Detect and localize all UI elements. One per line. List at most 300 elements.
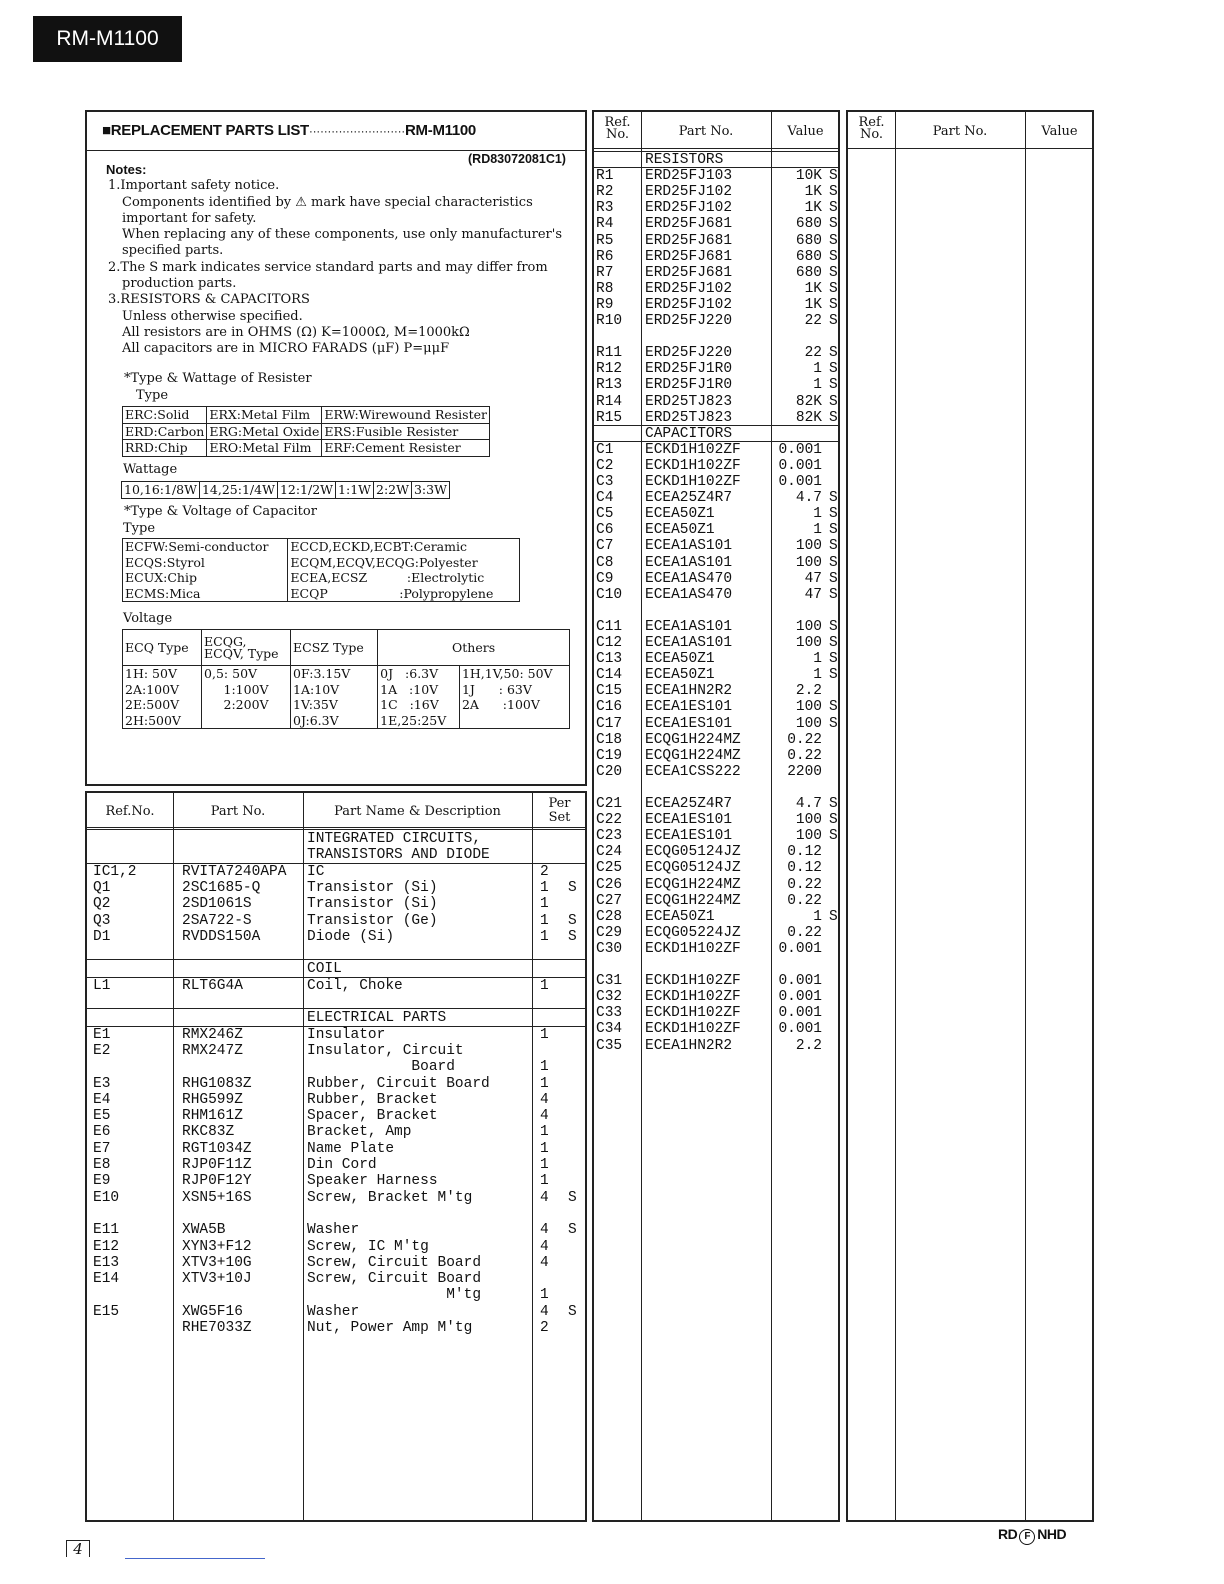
rc-part: ECQG05124JZ xyxy=(645,860,741,877)
table-cell: ECEA,ECSZ :Electrolytic xyxy=(288,570,520,586)
rc-part: ECEA50Z1 xyxy=(645,667,715,684)
rc-value: 100 xyxy=(795,715,822,732)
parts-desc: Rubber, Circuit Board xyxy=(307,1075,490,1092)
rc-part: ECKD1H102ZF xyxy=(645,1005,741,1022)
rc-ref: C22 xyxy=(596,812,623,829)
rc-part: ECKD1H102ZF xyxy=(645,474,741,490)
parts-qty: 2 xyxy=(540,863,549,880)
parts-ref: Q1 xyxy=(93,879,111,896)
rc-ref: R13 xyxy=(596,377,623,394)
rc-part: ERD25TJ823 xyxy=(645,393,733,410)
rc-value: 0.001 xyxy=(778,973,822,990)
table-cell: ECQ Type xyxy=(123,630,202,666)
parts-ref: E11 xyxy=(93,1222,120,1239)
parts-ref: E6 xyxy=(93,1124,111,1141)
capacitor-type-label: Type xyxy=(123,521,156,536)
rc-part: ECEA1HN2R2 xyxy=(645,1037,733,1054)
rc-ref: C6 xyxy=(596,522,614,539)
rc-value: 1K xyxy=(804,200,822,217)
rc-s-mark: S xyxy=(829,200,838,217)
section-title: RESISTORS xyxy=(645,152,724,168)
table-cell: ECMS:Mica xyxy=(123,586,288,602)
brand-label: RD xyxy=(998,1526,1018,1542)
rc-s-mark: S xyxy=(829,248,838,265)
col-divider xyxy=(641,112,642,1520)
parts-number: 2SA722-S xyxy=(182,912,252,929)
wattage-label: Wattage xyxy=(123,462,178,477)
rc-s-mark: S xyxy=(829,506,838,523)
table-row xyxy=(123,697,570,713)
col-divider xyxy=(173,793,174,1520)
parts-qty: 4 xyxy=(540,1108,549,1125)
rc-part: ECKD1H102ZF xyxy=(645,441,741,458)
parts-desc: Insulator xyxy=(307,1026,386,1043)
parts-desc: Screw, IC M'tg xyxy=(307,1238,429,1255)
model-tag: RM-M1100 xyxy=(33,16,182,62)
rc-value: 2200 xyxy=(787,763,822,780)
rc-s-mark: S xyxy=(829,908,838,925)
rc-value: 680 xyxy=(795,216,822,233)
table-cell: 2E:500V xyxy=(123,697,202,713)
table-cell: Others xyxy=(378,630,570,666)
parts-qty: 4 xyxy=(540,1303,549,1320)
rc-s-mark: S xyxy=(829,699,838,716)
rc-value: 4.7 xyxy=(795,490,822,507)
parts-number: XWA5B xyxy=(182,1222,226,1239)
parts-list-title xyxy=(102,122,476,139)
rc-ref: C3 xyxy=(596,474,614,490)
rc-part: ERD25FJ681 xyxy=(645,232,733,249)
parts-desc: Washer xyxy=(307,1303,360,1320)
rc-s-mark: S xyxy=(829,168,838,185)
rc-part: ECEA1ES101 xyxy=(645,699,733,716)
rc-value: 0.001 xyxy=(778,474,822,490)
parts-s-mark: S xyxy=(568,1222,577,1239)
parts-number: RJP0F11Z xyxy=(182,1157,252,1173)
rc-part: ECEA50Z1 xyxy=(645,651,715,668)
page-bottom-rule xyxy=(125,1558,265,1559)
rc-value: 0.22 xyxy=(787,731,822,748)
table-cell: 1E,25:25V xyxy=(378,713,460,729)
parts-number: RVDDS150A xyxy=(182,928,261,945)
table-cell: ERD:Carbon xyxy=(123,423,207,440)
voltage-label: Voltage xyxy=(123,611,173,626)
rc-value: 0.22 xyxy=(787,747,822,764)
parts-ref: E7 xyxy=(93,1140,111,1157)
rc-value: 0.001 xyxy=(778,940,822,957)
parts-qty: 1 xyxy=(540,977,549,994)
rc-part: ECQG1H224MZ xyxy=(645,876,741,893)
parts-s-mark: S xyxy=(568,1189,577,1206)
rc-value: 1K xyxy=(804,184,822,201)
table-cell: ERW:Wirewound Resister xyxy=(322,407,490,424)
parts-qty: 1 xyxy=(540,912,549,929)
header-value: Value xyxy=(1041,124,1078,139)
col-divider xyxy=(303,793,304,1520)
rc-value: 0.001 xyxy=(778,441,822,458)
wattage-table xyxy=(121,481,450,499)
parts-table xyxy=(85,791,587,1522)
rc-value: 680 xyxy=(795,232,822,249)
table-cell xyxy=(459,713,569,729)
rc-ref: C15 xyxy=(596,683,623,700)
rc-value: 1 xyxy=(813,667,822,684)
rc-value: 47 xyxy=(804,586,822,603)
header-set: Set xyxy=(548,810,571,825)
notes-heading: Notes: xyxy=(106,162,147,177)
rc-value: 2.2 xyxy=(795,1037,822,1054)
rc-s-mark: S xyxy=(829,522,838,539)
rc-ref: R8 xyxy=(596,280,614,297)
rc-value: 10K xyxy=(795,168,822,185)
rc-ref: R7 xyxy=(596,264,614,281)
rc-ref: C19 xyxy=(596,747,623,764)
rc-ref: R15 xyxy=(596,409,623,426)
parts-desc: Transistor (Ge) xyxy=(307,912,438,929)
rc-value: 1K xyxy=(804,280,822,297)
table-cell: 2H:500V xyxy=(123,713,202,729)
doc-number: (RD83072081C1) xyxy=(468,152,566,166)
rc-value: 100 xyxy=(795,635,822,651)
section-title: COIL xyxy=(307,961,342,978)
parts-desc: Board xyxy=(307,1059,455,1076)
rc-s-mark: S xyxy=(829,313,838,329)
rc-value: 1 xyxy=(813,377,822,394)
table-cell: 10,16:1/8W xyxy=(122,482,200,499)
rc-part: ERD25FJ103 xyxy=(645,168,733,185)
rc-value: 82K xyxy=(795,393,822,410)
rc-s-mark: S xyxy=(829,345,838,362)
note-line: 1.Important safety notice. xyxy=(108,178,280,194)
rc-ref: C29 xyxy=(596,924,623,941)
table-cell: ERG:Metal Oxide xyxy=(207,423,322,440)
table-cell: ERX:Metal Film xyxy=(207,407,322,424)
table-cell: 1H,1V,50: 50V xyxy=(459,666,569,682)
header-part: Part No. xyxy=(678,124,734,139)
title-dots: ·························· xyxy=(308,124,406,138)
resister-type-label: Type xyxy=(136,388,169,403)
rc-table xyxy=(592,110,840,1522)
rc-part: ECEA1ES101 xyxy=(645,828,733,845)
table-cell: 2A :100V xyxy=(459,697,569,713)
rc-value: 2.2 xyxy=(795,683,822,700)
parts-desc: IC xyxy=(307,863,325,880)
parts-ref: E15 xyxy=(93,1303,120,1320)
rc-s-mark: S xyxy=(829,538,838,555)
section-title: INTEGRATED CIRCUITS, xyxy=(307,831,482,847)
parts-desc: Insulator, Circuit xyxy=(307,1042,464,1059)
section-title: CAPACITORS xyxy=(645,425,733,442)
rc-part: ECEA1AS101 xyxy=(645,554,733,571)
table-cell: ECSZ Type xyxy=(291,630,378,666)
table-cell: 1C :16V xyxy=(378,697,460,713)
rc-ref: R4 xyxy=(596,216,614,233)
section-title: TRANSISTORS AND DIODE xyxy=(307,847,490,864)
parts-qty: 2 xyxy=(540,1320,549,1336)
parts-desc: Screw, Bracket M'tg xyxy=(307,1189,473,1206)
parts-ref: L1 xyxy=(93,977,111,994)
table-cell: 1V:35V xyxy=(291,697,378,713)
rc-s-mark: S xyxy=(829,635,838,651)
rc-ref: C17 xyxy=(596,715,623,732)
rc-ref: R14 xyxy=(596,393,623,410)
header-per: Per xyxy=(548,796,571,811)
table-cell: 2A:100V xyxy=(123,682,202,698)
rc-value: 100 xyxy=(795,828,822,845)
rc-s-mark: S xyxy=(829,796,838,812)
table-row xyxy=(123,440,490,457)
rc-s-mark: S xyxy=(829,409,838,426)
parts-qty: 4 xyxy=(540,1189,549,1206)
rc-part: ECEA1AS470 xyxy=(645,586,733,603)
parts-number: 2SC1685-Q xyxy=(182,879,261,896)
section-divider xyxy=(87,863,585,864)
rc-ref: C11 xyxy=(596,618,623,635)
rc-value: 0.12 xyxy=(787,860,822,877)
parts-number: XWG5F16 xyxy=(182,1303,243,1320)
rc-part: ECEA1AS101 xyxy=(645,618,733,635)
rc-part: ERD25FJ102 xyxy=(645,200,733,217)
table-row xyxy=(123,539,520,555)
title-model: RM-M1100 xyxy=(405,122,476,139)
rc-value: 4.7 xyxy=(795,796,822,812)
parts-desc: Speaker Harness xyxy=(307,1173,438,1190)
parts-ref: E2 xyxy=(93,1042,111,1059)
rc-ref: C10 xyxy=(596,586,623,603)
header-divider xyxy=(87,827,585,828)
table-cell: ERS:Fusible Resister xyxy=(322,423,490,440)
parts-s-mark: S xyxy=(568,1303,577,1320)
parts-desc: Washer xyxy=(307,1222,360,1239)
rc-ref: R11 xyxy=(596,345,623,362)
rc-s-mark: S xyxy=(829,618,838,635)
parts-desc: Bracket, Amp xyxy=(307,1124,412,1141)
parts-qty: 1 xyxy=(540,1075,549,1092)
parts-ref: E10 xyxy=(93,1189,120,1206)
header-part: Part No. xyxy=(210,804,266,819)
rc-ref: C2 xyxy=(596,457,614,474)
parts-qty: 4 xyxy=(540,1238,549,1255)
table-cell: 14,25:1/4W xyxy=(199,482,277,499)
table-cell: ECQM,ECQV,ECQG:Polyester xyxy=(288,555,520,571)
title-label: REPLACEMENT PARTS LIST xyxy=(110,122,309,139)
rc-value: 1 xyxy=(813,506,822,523)
rc-ref: C12 xyxy=(596,635,623,651)
parts-qty: 4 xyxy=(540,1254,549,1271)
table-row xyxy=(123,682,570,698)
parts-ref: Q3 xyxy=(93,912,111,929)
parts-ref: E12 xyxy=(93,1238,120,1255)
col-divider xyxy=(1025,112,1026,1520)
parts-number: RHM161Z xyxy=(182,1108,243,1125)
rc-value: 680 xyxy=(795,264,822,281)
rc-part: ECKD1H102ZF xyxy=(645,989,741,1006)
section-divider xyxy=(87,1008,585,1009)
rc-part: ECQG05224JZ xyxy=(645,924,741,941)
resister-type-table xyxy=(122,406,490,457)
col-divider xyxy=(532,793,533,1520)
table-cell: 2:2W xyxy=(374,482,412,499)
table-cell: ECUX:Chip xyxy=(123,570,288,586)
table-cell: ECQP :Polypropylene xyxy=(288,586,520,602)
page-number-text: 4 xyxy=(73,1540,83,1558)
rc-s-mark: S xyxy=(829,667,838,684)
table-cell: 3:3W xyxy=(411,482,449,499)
rc-value: 82K xyxy=(795,409,822,426)
parts-desc: Din Cord xyxy=(307,1157,377,1173)
rc-part: ERD25FJ220 xyxy=(645,345,733,362)
note-line: When replacing any of these components, use only manufacturer's xyxy=(122,227,563,243)
rc-part: ERD25FJ102 xyxy=(645,184,733,201)
rc-ref: C16 xyxy=(596,699,623,716)
parts-number: RHE7033Z xyxy=(182,1320,252,1336)
rc-ref: R10 xyxy=(596,313,623,329)
parts-desc: Diode (Si) xyxy=(307,928,395,945)
rc-part: ERD25FJ220 xyxy=(645,313,733,329)
rc-ref: C8 xyxy=(596,554,614,571)
note-line: specified parts. xyxy=(122,243,224,259)
rc-part: ECEA25Z4R7 xyxy=(645,490,733,507)
rc-ref: R12 xyxy=(596,361,623,378)
rc-ref: R2 xyxy=(596,184,614,201)
table-cell: ERO:Metal Film xyxy=(207,440,322,457)
rc-value: 0.22 xyxy=(787,892,822,909)
rc-ref: R9 xyxy=(596,296,614,313)
parts-ref: E4 xyxy=(93,1091,111,1108)
table-cell xyxy=(202,713,291,729)
table-row xyxy=(123,570,520,586)
parts-number: RLT6G4A xyxy=(182,977,243,994)
header-desc: Part Name & Description xyxy=(334,804,501,819)
table-row xyxy=(123,666,570,682)
rc-part: ERD25TJ823 xyxy=(645,409,733,426)
table-cell: ERC:Solid xyxy=(123,407,207,424)
table-cell: 1A :10V xyxy=(378,682,460,698)
rc-s-mark: S xyxy=(829,296,838,313)
table-cell: 1J : 63V xyxy=(459,682,569,698)
header-divider xyxy=(848,148,1092,149)
parts-ref: E3 xyxy=(93,1075,111,1092)
rc-ref: C24 xyxy=(596,844,623,861)
rc-s-mark: S xyxy=(829,377,838,394)
parts-desc: Transistor (Si) xyxy=(307,879,438,896)
notes xyxy=(106,160,576,358)
note-line: 3.RESISTORS & CAPACITORS xyxy=(108,292,310,308)
parts-qty: 1 xyxy=(540,1157,549,1173)
rc-ref: C21 xyxy=(596,796,623,812)
table-row xyxy=(123,586,520,602)
rc-part: ECEA1HN2R2 xyxy=(645,683,733,700)
note-line: All resistors are in OHMS (Ω) K=1000Ω, M=1000kΩ xyxy=(122,324,470,340)
parts-qty: 1 xyxy=(540,1026,549,1043)
brand-mark: F xyxy=(1019,1529,1035,1545)
rc-part: ECEA1ES101 xyxy=(645,812,733,829)
rc-part: ERD25FJ681 xyxy=(645,248,733,265)
table-row xyxy=(122,482,450,499)
rc-value: 0.001 xyxy=(778,989,822,1006)
rc-ref: C28 xyxy=(596,908,623,925)
col-divider xyxy=(771,112,772,1520)
table-cell: 1H: 50V xyxy=(123,666,202,682)
rc-part: ERD25FJ681 xyxy=(645,264,733,281)
table-cell: 0J:6.3V xyxy=(291,713,378,729)
rc-ref: C32 xyxy=(596,989,623,1006)
rc-ref: C26 xyxy=(596,876,623,893)
note-line: important for safety. xyxy=(122,210,257,226)
rc-ref: C35 xyxy=(596,1037,623,1054)
note-line: Components identified by ⚠ mark have special characteristics xyxy=(122,194,533,210)
rc-part: ECEA25Z4R7 xyxy=(645,796,733,812)
rc-part: ECKD1H102ZF xyxy=(645,1021,741,1038)
parts-number: 2SD1061S xyxy=(182,896,252,913)
rc-part: ECKD1H102ZF xyxy=(645,457,741,474)
rc-part: ERD25FJ1R0 xyxy=(645,361,733,378)
rc-value: 22 xyxy=(804,345,822,362)
title-square: ■ xyxy=(102,122,111,139)
parts-number: RGT1034Z xyxy=(182,1140,252,1157)
rc-s-mark: S xyxy=(829,361,838,378)
rc-value: 0.001 xyxy=(778,457,822,474)
rc-part: ERD25FJ102 xyxy=(645,296,733,313)
parts-desc: Spacer, Bracket xyxy=(307,1108,438,1125)
rc-s-mark: S xyxy=(829,554,838,571)
rc-ref: C30 xyxy=(596,940,623,957)
parts-desc: Rubber, Bracket xyxy=(307,1091,438,1108)
rc-ref: C34 xyxy=(596,1021,623,1038)
parts-number: RKC83Z xyxy=(182,1124,235,1141)
parts-ref: E5 xyxy=(93,1108,111,1125)
rc-value: 100 xyxy=(795,538,822,555)
parts-ref: E1 xyxy=(93,1026,111,1043)
parts-desc: Name Plate xyxy=(307,1140,395,1157)
rc-part: ERD25FJ102 xyxy=(645,280,733,297)
rc-ref: C4 xyxy=(596,490,614,507)
rc-ref: C31 xyxy=(596,973,623,990)
table-cell: ERF:Cement Resister xyxy=(322,440,490,457)
rc-ref: R6 xyxy=(596,248,614,265)
rc-value: 1 xyxy=(813,651,822,668)
header-divider xyxy=(594,148,838,149)
rc-value: 680 xyxy=(795,248,822,265)
parts-desc: Coil, Choke xyxy=(307,977,403,994)
resister-heading: *Type & Wattage of Resister xyxy=(124,371,312,386)
parts-number: XTV3+10G xyxy=(182,1254,252,1271)
rc-value: 47 xyxy=(804,570,822,587)
parts-qty: 1 xyxy=(540,1173,549,1190)
rc-s-mark: S xyxy=(829,490,838,507)
table-row xyxy=(123,423,490,440)
rc-value: 0.001 xyxy=(778,1021,822,1038)
rc-part: ECKD1H102ZF xyxy=(645,973,741,990)
rc-value: 100 xyxy=(795,618,822,635)
parts-number: RHG599Z xyxy=(182,1091,243,1108)
rc-part: ECEA1AS470 xyxy=(645,570,733,587)
rc-value: 1 xyxy=(813,908,822,925)
rc-ref: C33 xyxy=(596,1005,623,1022)
rc-part: ECKD1H102ZF xyxy=(645,940,741,957)
table-cell: ECCD,ECKD,ECBT:Ceramic xyxy=(288,539,520,555)
parts-desc: Transistor (Si) xyxy=(307,896,438,913)
note-line: All capacitors are in MICRO FARADS (μF) P=μμF xyxy=(122,341,450,357)
parts-qty: 1 xyxy=(540,879,549,896)
rc-value: 1K xyxy=(804,296,822,313)
rc-part: ECEA1AS101 xyxy=(645,635,733,651)
rc-s-mark: S xyxy=(829,586,838,603)
parts-qty: 4 xyxy=(540,1222,549,1239)
parts-number: XYN3+F12 xyxy=(182,1238,252,1255)
parts-qty: 1 xyxy=(540,1140,549,1157)
table-cell: 1:1W xyxy=(336,482,374,499)
